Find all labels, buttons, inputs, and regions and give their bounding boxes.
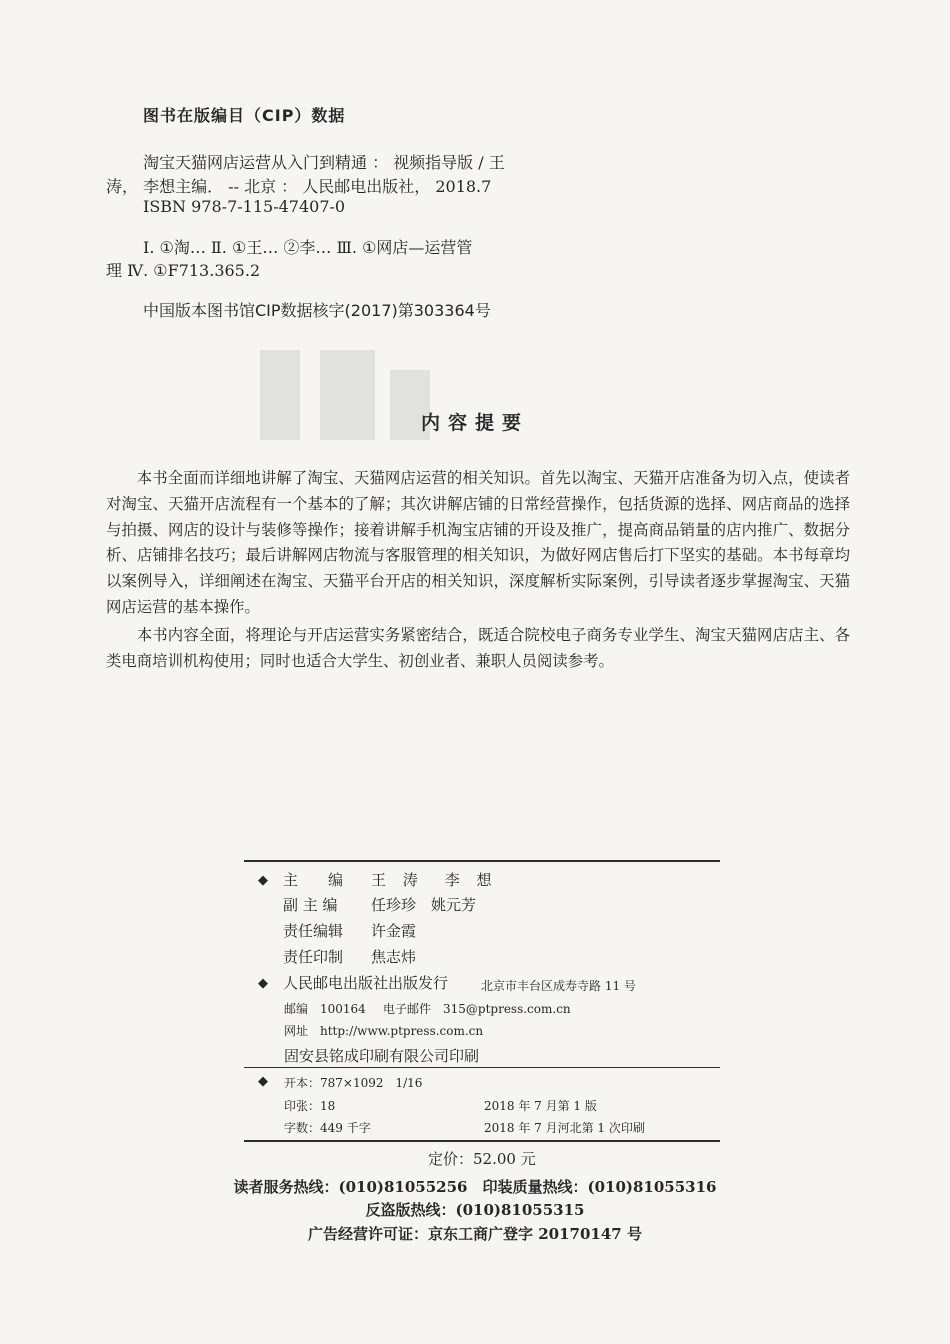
chief-editor-value: 王 涛 李 想 [371, 871, 498, 889]
format: 开本：787×1092 1/16 [284, 1076, 423, 1090]
sheets: 印张：18 [284, 1099, 336, 1113]
deputy-editor-value: 任珍珍 姚元芳 [371, 896, 477, 914]
publisher: 人民邮电出版社出版发行 [283, 974, 449, 992]
printer: 固安县铭成印刷有限公司印刷 [284, 1047, 480, 1065]
bullet-icon: ◆ [258, 873, 268, 888]
word-count: 字数：449 千字 [284, 1121, 371, 1135]
cip-line-4: Ⅰ. ①淘… Ⅱ. ①王… ②李… Ⅲ. ①网店—运营管 [143, 238, 473, 257]
advertising-license: 广告经营许可证：京东工商广登字 20170147 号 [308, 1225, 642, 1243]
credits-bottom-rule [244, 1140, 720, 1142]
cip-line-1: 淘宝天猫网店运营从入门到精通 ： 视频指导版 / 王 [143, 153, 505, 172]
faint-watermark-graphic [190, 340, 570, 460]
price: 定价：52.00 元 [428, 1150, 536, 1168]
hotline-anti-piracy: 反盗版热线：(010)81055315 [365, 1201, 585, 1219]
responsible-editor-value: 许金霞 [371, 922, 417, 940]
cip-isbn: ISBN 978-7-115-47407-0 [143, 197, 346, 216]
credits-top-rule [244, 860, 720, 862]
responsible-print-label: 责任印制 [283, 948, 344, 966]
credits-middle-rule [244, 1067, 720, 1068]
edition: 2018 年 7 月第 1 版 [484, 1099, 597, 1113]
publisher-address: 北京市丰台区成寿寺路 11 号 [481, 979, 636, 993]
responsible-print-value: 焦志炜 [371, 948, 417, 966]
summary-title: 内容提要 [420, 412, 529, 434]
responsible-editor-label: 责任编辑 [283, 922, 344, 940]
printing: 2018 年 7 月河北第 1 次印刷 [484, 1121, 645, 1135]
postcode: 邮编 100164 [284, 1002, 366, 1016]
hotline-service-quality: 读者服务热线：(010)81055256 印装质量热线：(010)81055316 [233, 1178, 717, 1196]
deputy-editor-label: 副 主 编 [283, 896, 338, 914]
cip-line-5: 理 Ⅳ. ①F713.365.2 [106, 261, 261, 280]
bullet-icon: ◆ [258, 1074, 268, 1089]
website: 网址 http://www.ptpress.com.cn [284, 1024, 484, 1038]
summary-paragraph-1: 本书全面而详细地讲解了淘宝、天猫网店运营的相关知识。首先以淘宝、天猫开店准备为切入点，使读者对淘宝、天猫开店流程有一个基本的了解；其次讲解店铺的日常经营操作，包括货源的选择、网店商品的选择与拍摄、网店的设计与装修等操作；接着讲解手机淘宝店铺的开设及推广，提高商品销量的店内推广、数据分析、店铺排名技巧；最后讲解网店物流与客服管理的相关知识，为做好网店售后打下坚实的基础。本书每章均以案例导入，详细阐述在淘宝、天猫平台开店的相关知识，深度解析实际案例，引导读者逐步掌握淘宝、天猫网店运营的基本操作。 [106, 469, 850, 616]
cip-line-2: 涛， 李想主编． -- 北京 ： 人民邮电出版社， 2018.7 [106, 177, 492, 196]
cip-heading: 图书在版编目（CIP）数据 [143, 106, 346, 125]
email: 电子邮件 315@ptpress.com.cn [383, 1002, 571, 1016]
bullet-icon: ◆ [258, 976, 268, 991]
summary-paragraph-2: 本书内容全面，将理论与开店运营实务紧密结合，既适合院校电子商务专业学生、淘宝天猫网店店主、各类电商培训机构使用；同时也适合大学生、初创业者、兼职人员阅读参考。 [106, 626, 850, 670]
chief-editor-label: 主 编 [283, 871, 344, 889]
cip-number: 中国版本图书馆CIP数据核字(2017)第303364号 [143, 301, 491, 320]
